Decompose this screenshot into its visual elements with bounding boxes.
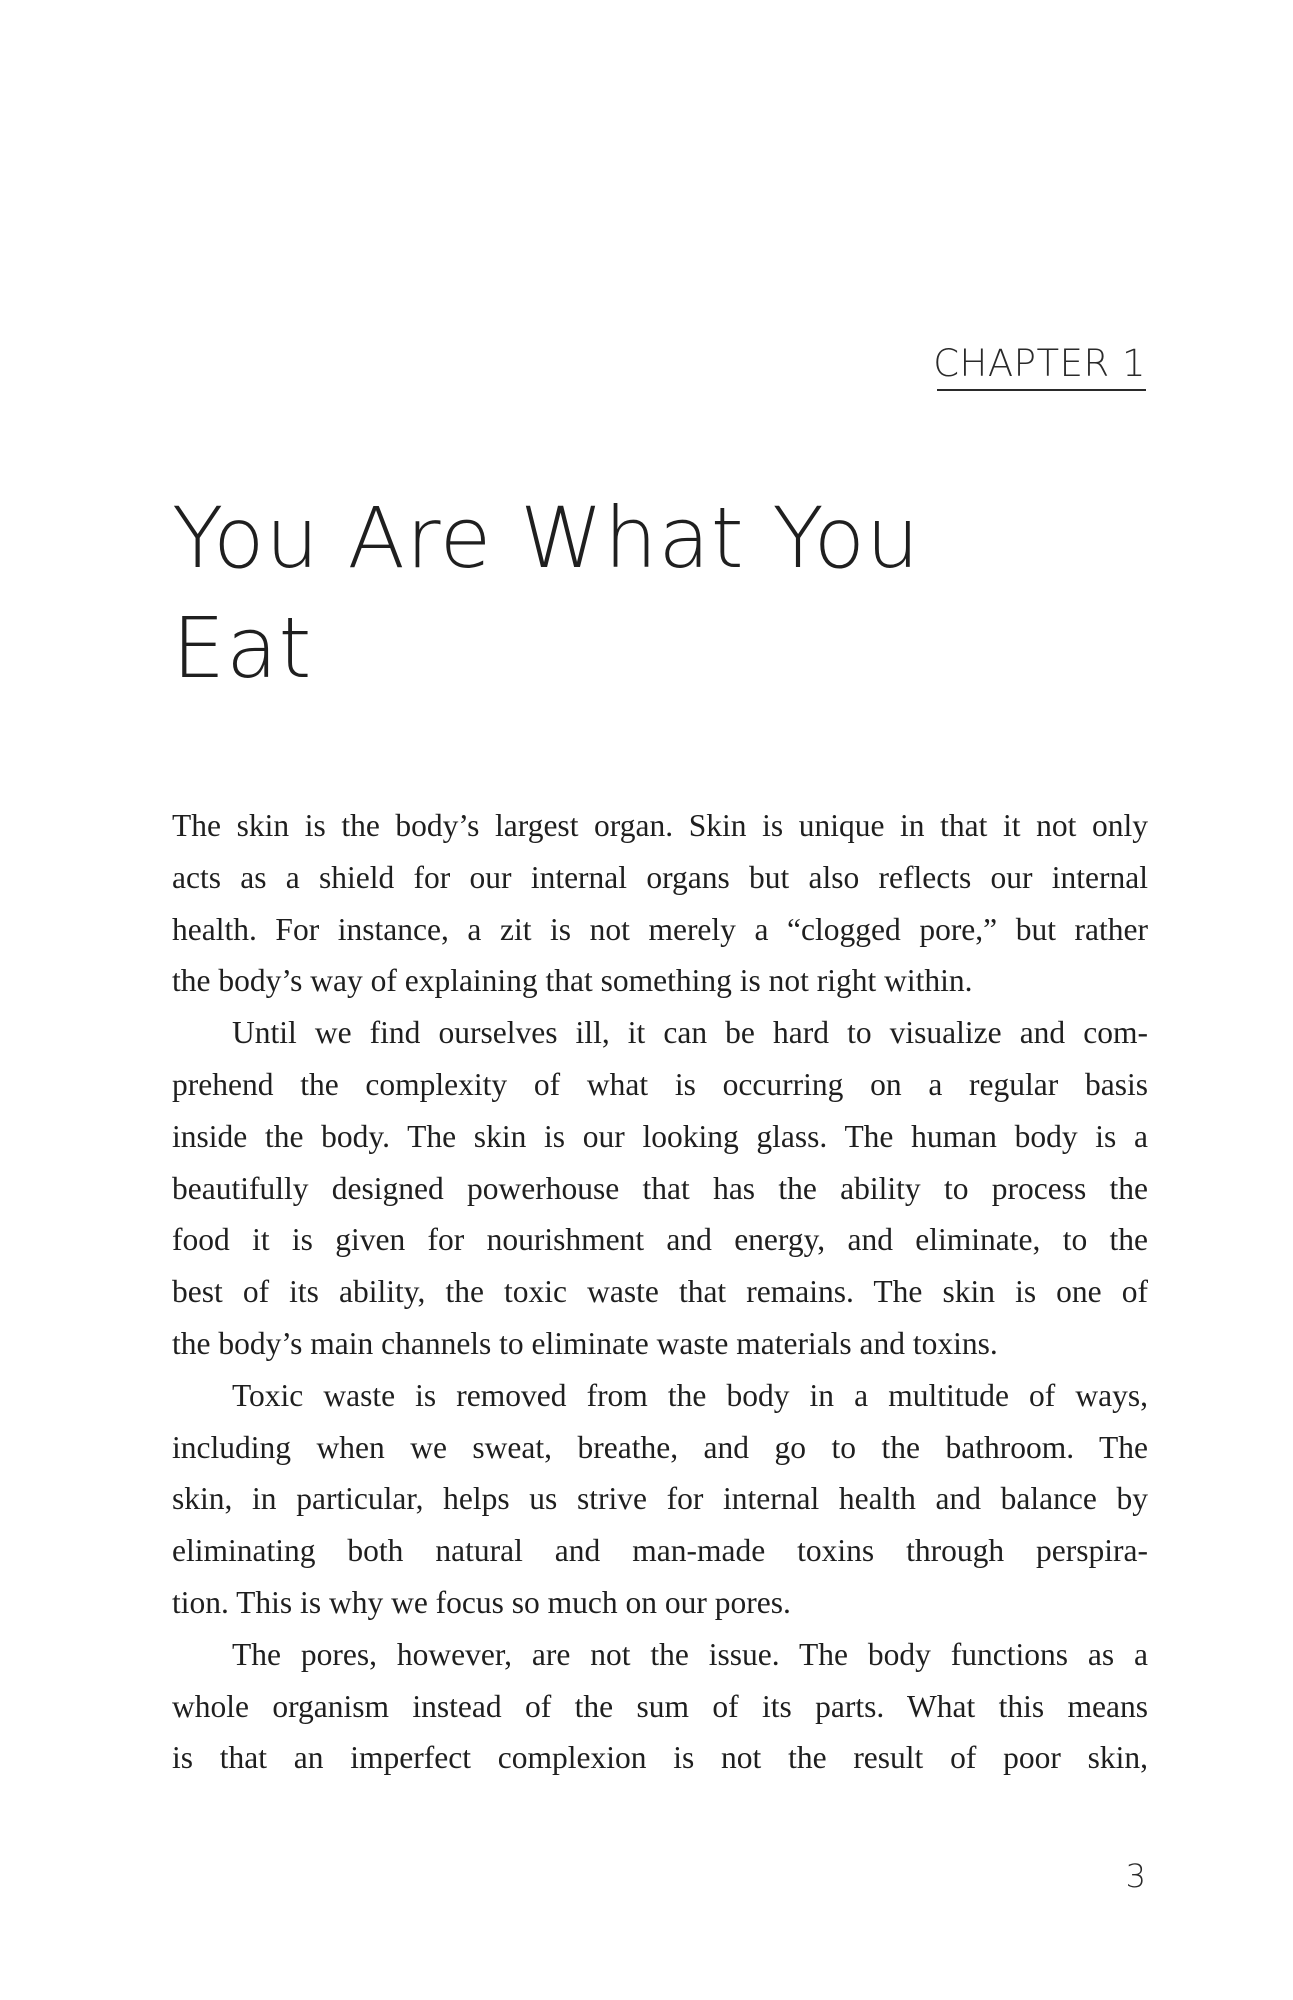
text-line: Toxic waste is removed from the body in a multitude of ways, [232,1377,1148,1413]
text-line: health. For instance, a zit is not merely a “clogged pore,” but rather [172,911,1148,947]
chapter-title [172,483,972,703]
text-line: Until we find ourselves ill, it can be hard to visualize and com- [232,1015,1148,1051]
paragraph-1 [172,800,1148,1007]
text-line: prehend the complexity of what is occurring on a regular basis [172,1066,1148,1102]
text-line: inside the body. The skin is our looking glass. The human body is a [172,1118,1148,1154]
page-number: 3 [1125,1857,1146,1895]
paragraph-3 [172,1370,1148,1629]
chapter-label: CHAPTER 1 [933,342,1146,385]
text-line: the body’s way of explaining that something is not right within. [172,963,973,999]
text-line: is that an imperfect complexion is not the result of poor skin, [172,1740,1148,1776]
body-text [172,800,1148,1784]
text-line: the body’s main channels to eliminate waste materials and toxins. [172,1325,998,1361]
text-line: including when we sweat, breathe, and go to the bathroom. The [172,1429,1148,1465]
text-line: skin, in particular, helps us strive for internal health and balance by [172,1481,1148,1517]
chapter-title-line-1: You Are What You [172,489,921,587]
text-line: beautifully designed powerhouse that has the ability to process the [172,1170,1148,1206]
paragraph-4 [172,1629,1148,1784]
text-line: whole organism instead of the sum of its parts. What this means [172,1688,1148,1724]
text-line: tion. This is why we focus so much on our pores. [172,1584,791,1620]
text-line: The pores, however, are not the issue. The body functions as a [232,1636,1148,1672]
text-line: The skin is the body’s largest organ. Skin is unique in that it not only [172,808,1148,843]
chapter-title-line-2: Eat [172,599,313,697]
text-line: eliminating both natural and man-made toxins through perspira- [172,1533,1148,1569]
text-line: food it is given for nourishment and energy, and eliminate, to the [172,1222,1148,1258]
text-line: best of its ability, the toxic waste that remains. The skin is one of [172,1274,1148,1310]
text-line: acts as a shield for our internal organs but also reflects our internal [172,859,1148,895]
chapter-label-underline [937,389,1146,391]
paragraph-2 [172,1007,1148,1370]
